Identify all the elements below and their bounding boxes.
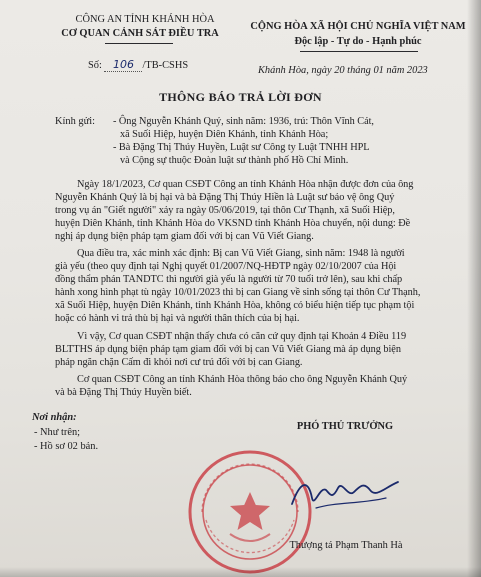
body-line: pháp ngăn chặn Cấm đi khỏi nơi cư trú đối với bị can Giang. [55,357,303,368]
agency-top: CÔNG AN TỈNH KHÁNH HÒA [75,14,215,25]
signer-position: PHÓ THỦ TRƯỞNG [296,421,394,432]
place-date: Khánh Hòa, ngày 20 tháng 01 năm 2023 [258,65,428,76]
document-title: THÔNG BÁO TRẢ LỜI ĐƠN [159,90,322,104]
recipient-line: - Ông Nguyễn Khánh Quý, sinh năm: 1936, trú: Thôn Vĩnh Cát, [113,116,374,127]
doc-number-label: Số: [88,60,102,71]
body-line: huyện Diên Khánh, tỉnh Khánh Hòa do VKSND tỉnh Khánh Hòa chuyển, nội dung: Đề [55,218,411,229]
body-line: Ngày 18/1/2023, Cơ quan CSĐT Công an tỉnh Khánh Hòa nhận được đơn của ông [77,179,414,190]
recipient-line: - Bà Đặng Thị Thúy Huyền, Luật sư Công ty Luật TNHH HPL [113,142,370,153]
distribution-item: - Hồ sơ 02 bản. [34,441,99,452]
doc-number-value: 106 [104,58,142,72]
photo-bottom-shadow [0,567,481,577]
body-line: xã Suối Hiệp, huyện Diên Khánh, tỉnh Khánh Hòa, không có biểu hiện tiếp tục phạm tội [55,300,415,311]
agency-name: CƠ QUAN CẢNH SÁT ĐIỀU TRA [61,28,219,39]
recipient-line: xã Suối Hiệp, huyện Diên Khánh, tỉnh Khánh Hòa; [120,129,329,140]
body-line: đồng thẩm phán TANDTC thì người già yếu là người từ 70 tuổi trở lên), sau khi chấp [55,274,403,285]
distribution-label: Nơi nhận: [32,412,77,423]
body-line: Nguyễn Khánh Quý là bị hại và bà Đặng Thị Thúy Hiền là Luật sư bảo vệ ông Quý [55,192,395,203]
signer-name: Thượng tá Phạm Thanh Hà [289,540,403,551]
doc-number [88,58,188,72]
doc-number-suffix: /TB-CSHS [142,60,189,71]
body-line: Vì vậy, Cơ quan CSĐT nhận thấy chưa có căn cứ quy định tại Khoản 4 Điều 119 [77,331,407,342]
body-line: BLTTHS áp dụng biện pháp tạm giam đối với bị can Vũ Viết Giang mà áp dụng biện [55,344,401,355]
body-line: Qua điều tra, xác minh xác định: Bị can Vũ Viết Giang, sinh năm: 1948 là người [77,248,405,259]
body-line: Cơ quan CSĐT Công an tỉnh Khánh Hòa thông báo cho ông Nguyễn Khánh Quý [77,374,408,385]
body-line: và bà Đặng Thị Thúy Huyền biết. [55,387,192,398]
motto-underline [300,51,418,52]
handwritten-signature-icon [286,468,406,516]
photo-edge-shadow [467,0,481,577]
nation-name: CỘNG HÒA XÃ HỘI CHỦ NGHĨA VIỆT NAM [250,21,466,32]
body-line: hành xong hình phạt tù ngày 10/01/2023 thì bị can Giang về sinh sống tại thôn Cư Thạnh, [55,287,421,298]
body-line: hoặc có hành vi trả thù bị hại và người thân thích của bị hại. [55,313,300,324]
recipients-label: Kính gửi: [55,116,95,127]
nation-motto: Độc lập - Tự do - Hạnh phúc [294,36,422,47]
distribution-item: - Như trên; [34,427,81,438]
recipient-line: và Cộng sự thuộc Đoàn luật sư thành phố Hồ Chí Minh. [120,155,349,166]
agency-underline [105,43,173,44]
body-line: trong vụ án "Giết người" xảy ra ngày 05/06/2019, tại thôn Cư Thạnh, xã Suối Hiệp, [55,205,395,216]
body-line: nghị áp dụng biện pháp tạm giam đối với bị can Vũ Viết Giang. [55,231,314,242]
body-line: già yếu (theo quy định tại Nghị quyết 01/2007/NQ-HĐTP ngày 02/10/2007 của Hội [55,261,397,272]
